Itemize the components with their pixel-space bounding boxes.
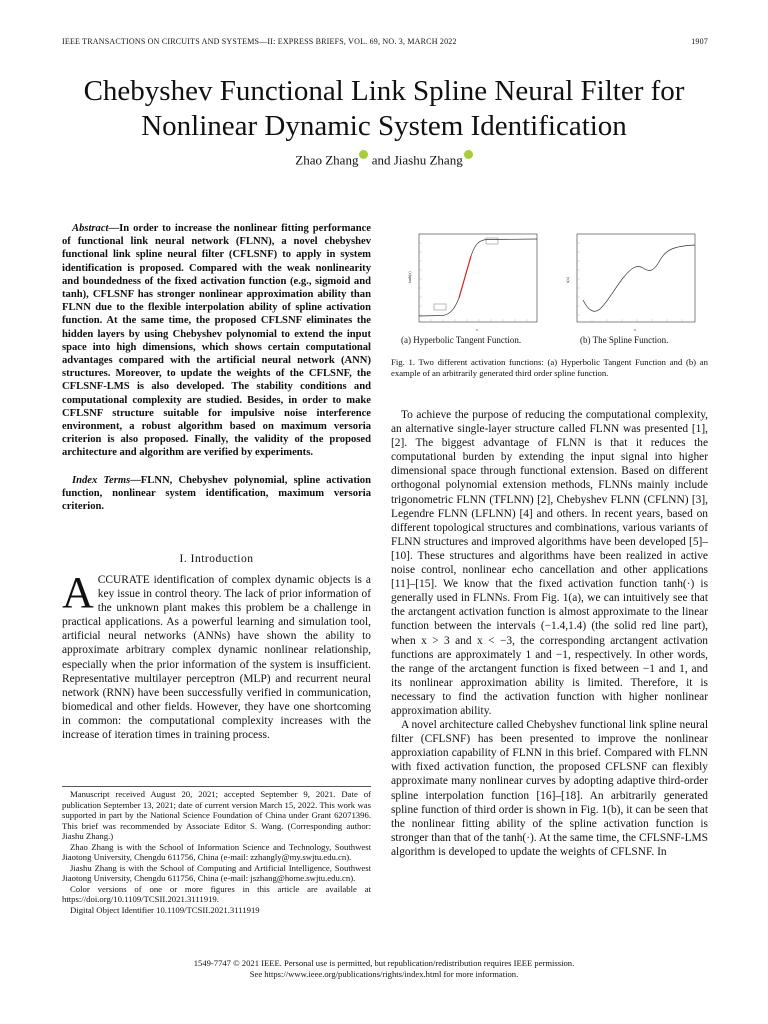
title-line-2: Nonlinear Dynamic System Identification: [141, 110, 627, 142]
figure-caption: Fig. 1. Two different activation functions: (a) Hyperbolic Tangent Function and (b) an example of an arbitrarily generated third order spline function.: [391, 357, 708, 378]
annotation-box: [486, 238, 498, 244]
abstract-text: In order to increase the nonlinear fitting performance of functional link neural network (FLNN), a novel chebyshev functional link spline neural filter (CFLSNF) to apply in system identification is proposed. Compared with the weak nonlinearity and boundedness of the fixed activation function (e.g., sigmoid and tanh), CFLSNF has stronger nonlinear approximation ability than FLNN due to the flexible interpolation ability of spline activation function. At the same time, the proposed CFLSNF eliminates the hidden layers by using Chebyshev polynomial to extend the input space into high dimensions, which shows certain computational advantages compared with the artificial neural network (ANN) structures. Moreover, to update the weights of the CFLSNF, the CFLSNF-LMS is also developed. The stability conditions and computational complexity are studied. Besides, in order to make CFLSNF structure suitable for impulsive noise interference environment, a robust algorithm based on maximum versoria criterion is also proposed. Finally, the validity of the proposed architecture and algorithm are verified by experiments.: [62, 223, 371, 459]
orcid-icon[interactable]: [464, 150, 473, 159]
copyright-footer: [0, 958, 768, 980]
paper-title: [30, 74, 738, 144]
footnote: Color versions of one or more figures in this article are available at https://doi.org/10.1109/TCSII.2021.3111919.: [62, 883, 371, 904]
tanh-linear-segment: [459, 256, 471, 298]
title-line-1: Chebyshev Functional Link Spline Neural Filter for: [83, 75, 685, 107]
intro-text: CCURATE identification of complex dynamic objects is a key issue in control theory. The lack of prior information of the unknown plant makes this problem be a challenge in practical applications. As a powerful learning and simulation tool, artificial neural networks (ANNs) have shown the ability to approximate arbitrary complex dynamic nonlinear relationship, especially when the prior information of the system is insufficient. Representative multilayer perceptron (MLP) and recurrent neural network (RNN) have been successfully verified in communication, biomedical and other fields. However, they have one shortcoming in common: the computational complexity increases with the increase of iteration times in training process.: [62, 574, 371, 742]
right-column-text: [391, 408, 708, 859]
author-1: Zhao Zhang: [295, 152, 359, 168]
svg-text:s(x): s(x): [565, 276, 570, 283]
paragraph: A novel architecture called Chebyshev functional link spline neural filter (CFLSNF) has been presented to improve the nonlinear approxiation capability of FLNN in this brief. Compared with FLNN with fixed activation function, the proposed CFLSNF can flexibly approximate many nonlinear curves by adopting adaptive third-order spline interpolation function [16]–[18]. An arbitrarily generated spline function of third order is shown in Fig. 1(b), it can be seen that the nonlinear fitting ability of the spline activation function is stronger than that of the tanh(·). At the same time, the CFLSNF-LMS algorithm is developed to update the weights of CFLSNF. In: [391, 719, 708, 858]
abstract-label: Abstract—: [72, 223, 120, 234]
orcid-icon[interactable]: [359, 150, 368, 159]
plot-b-ticks: [577, 243, 682, 322]
paragraph: To achieve the purpose of reducing the computational complexity, an alternative single-layer structure called FLNN was presented [1], [2]. The biggest advantage of FLNN is that it reduces the computational burden by extending the input signal into higher dimensional space through functional extension. Based on different orthogonal polynomial extension methods, FLNNs mainly include trigonometric FLNN (TFLNN) [2], Chebyshev FLNN (CFLNN) [3], Legendre FLNN (LFLNN) [4] and others. In recent years, based on different topological structures and combinations, various variants of FLNN structures and improved algorithms have been developed [5]–[10]. These structures and algorithms have been realized in active noise control, nonlinear echo cancellation and other applications [11]–[15]. We know that the fixed activation function tanh(·) is generally used in FLNNs. From Fig. 1(a), we can intuitively see that the arctangent activation function is almost approximate to the linear function between the intervals (−1.4,1.4) (the solid red line part), when x > 3 and x < −3, the corresponding arctangent activation functions are approximately 1 and −1, respectively. In other words, the range of the arctangent function is fixed between −1 and 1, and its nonlinear approximation ability is limited. Therefore, it is necessary to find the activation function with higher nonlinear approximation ability.: [391, 409, 708, 717]
plot-a: [407, 234, 537, 332]
footnote: Zhao Zhang is with the School of Information Science and Technology, Southwest Jiaotong University, Chengdu 611756, China (e-mail: zzhangly@my.swjtu.edu.cn).: [62, 841, 371, 862]
authors: [0, 150, 768, 168]
svg-text:x: x: [634, 327, 636, 332]
spline-curve: [583, 245, 695, 311]
figure-1-plots: [391, 228, 708, 353]
index-terms-text: FLNN, Chebyshev polynomial, spline activation function, nonlinear system identification, maximum versoria criterion.: [62, 475, 371, 513]
figure-1: [391, 228, 708, 358]
dropcap: A: [62, 568, 94, 617]
annotation-box: [434, 304, 446, 310]
plot-b: [565, 234, 695, 332]
footer-line-2: See https://www.ieee.org/publications/rights/index.html for more information.: [249, 969, 519, 979]
svg-text:x: x: [476, 327, 478, 332]
author-2: Jiashu Zhang: [393, 152, 463, 168]
intro-paragraph: [62, 568, 371, 742]
footnote: Digital Object Identifier 10.1109/TCSII.2021.3111919: [70, 904, 260, 915]
page-number: 1907: [691, 37, 708, 46]
index-terms: [62, 474, 371, 514]
section-title: I. Introduction: [179, 553, 254, 565]
index-terms-label: Index Terms—: [72, 475, 141, 486]
running-header: [62, 37, 708, 46]
abstract: [62, 222, 371, 460]
footnote: Jiashu Zhang is with the School of Computing and Artificial Intelligence, Southwest Jiaotong University, Chengdu 611756, China (e-mail: jszhang@home.swjtu.edu.cn).: [62, 862, 371, 883]
journal-header: IEEE TRANSACTIONS ON CIRCUITS AND SYSTEMS—II: EXPRESS BRIEFS, VOL. 69, NO. 3, MARCH 2022: [62, 37, 457, 46]
subcaption-a: (a) Hyperbolic Tangent Function.: [401, 335, 522, 345]
plot-a-frame: [419, 234, 537, 322]
footnotes: [62, 786, 371, 915]
footnote: Manuscript received August 20, 2021; accepted September 9, 2021. Date of publication September 13, 2021; date of current version March 15, 2022. This work was supported in part by the National Science Foundation of China under Grant 62071396. This brief was recommended by Associate Editor S. Wang. (Corresponding author: Jiashu Zhang.): [62, 789, 371, 841]
svg-text:tanh(x): tanh(x): [407, 271, 412, 283]
tanh-curve: [419, 239, 537, 316]
footer-line-1: 1549-7747 © 2021 IEEE. Personal use is permitted, but republication/redistribution requires IEEE permission.: [193, 958, 575, 968]
author-and: and: [371, 152, 391, 168]
subcaption-b: (b) The Spline Function.: [580, 335, 669, 345]
